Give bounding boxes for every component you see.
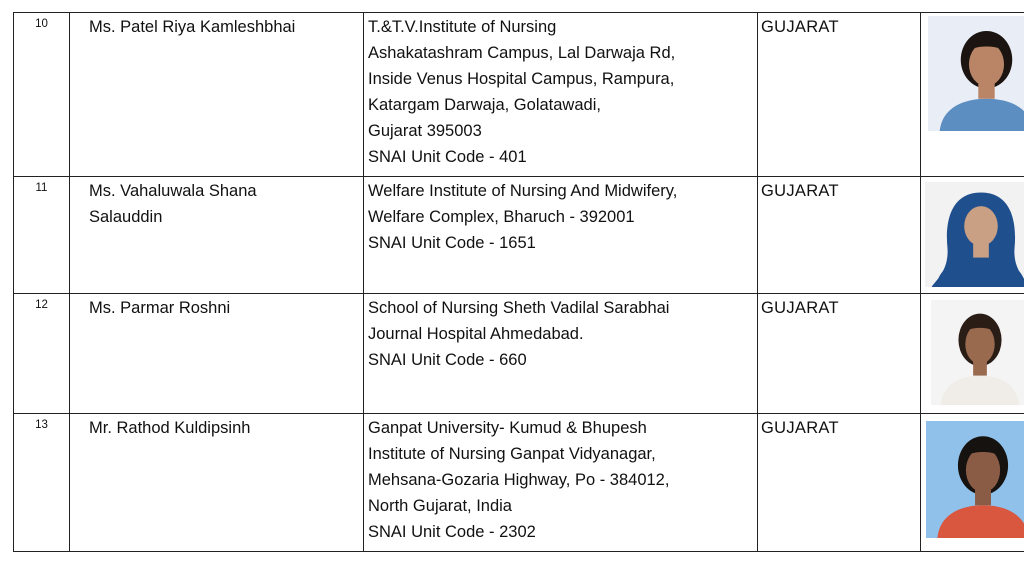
photo-cell	[921, 13, 1024, 177]
institute-address	[364, 294, 758, 414]
address-line: Journal Hospital Ahmedabad.	[368, 325, 584, 343]
table-row	[14, 177, 1024, 294]
address-line: Gujarat 395003	[368, 122, 482, 140]
row-number: 11	[14, 177, 70, 294]
address-line: SNAI Unit Code - 401	[368, 148, 527, 166]
institute-address	[364, 414, 758, 552]
row-number: 12	[14, 294, 70, 414]
state: GUJARAT	[758, 13, 921, 177]
portrait-image	[928, 16, 1024, 131]
photo-cell	[921, 294, 1024, 414]
photo-cell	[921, 414, 1024, 552]
student-photo	[925, 182, 1024, 287]
table-row	[14, 294, 1024, 414]
student-photo	[926, 421, 1024, 538]
name-line: Mr. Rathod Kuldipsinh	[89, 419, 251, 437]
name-line: Ms. Patel Riya Kamleshbhai	[89, 18, 296, 36]
address-line: North Gujarat, India	[368, 497, 512, 515]
address-line: SNAI Unit Code - 2302	[368, 523, 536, 541]
photo-cell	[921, 177, 1024, 294]
name-line: Ms. Vahaluwala Shana	[89, 182, 257, 200]
state: GUJARAT	[758, 414, 921, 552]
address-line: T.&T.V.Institute of Nursing	[368, 18, 557, 36]
student-table	[13, 12, 1024, 552]
student-photo	[928, 16, 1024, 131]
student-name	[70, 294, 364, 414]
portrait-image	[926, 421, 1024, 538]
address-line: Mehsana-Gozaria Highway, Po - 384012,	[368, 471, 670, 489]
student-name	[70, 177, 364, 294]
student-name	[70, 13, 364, 177]
name-line: Salauddin	[89, 208, 163, 226]
state: GUJARAT	[758, 294, 921, 414]
row-number: 13	[14, 414, 70, 552]
student-photo	[931, 300, 1024, 405]
address-line: Institute of Nursing Ganpat Vidyanagar,	[368, 445, 656, 463]
state: GUJARAT	[758, 177, 921, 294]
address-line: Welfare Institute of Nursing And Midwifery,	[368, 182, 678, 200]
name-line: Ms. Parmar Roshni	[89, 299, 231, 317]
address-line: Welfare Complex, Bharuch - 392001	[368, 208, 635, 226]
table-row	[14, 414, 1024, 552]
address-line: Katargam Darwaja, Golatawadi,	[368, 96, 601, 114]
student-name	[70, 414, 364, 552]
institute-address	[364, 177, 758, 294]
address-line: SNAI Unit Code - 1651	[368, 234, 536, 252]
institute-address	[364, 13, 758, 177]
row-number: 10	[14, 13, 70, 177]
portrait-image	[931, 300, 1024, 405]
table-row	[14, 13, 1024, 177]
address-line: Ganpat University- Kumud & Bhupesh	[368, 419, 647, 437]
address-line: Ashakatashram Campus, Lal Darwaja Rd,	[368, 44, 676, 62]
portrait-image	[925, 182, 1024, 287]
address-line: Inside Venus Hospital Campus, Rampura,	[368, 70, 675, 88]
address-line: School of Nursing Sheth Vadilal Sarabhai	[368, 299, 670, 317]
address-line: SNAI Unit Code - 660	[368, 351, 527, 369]
